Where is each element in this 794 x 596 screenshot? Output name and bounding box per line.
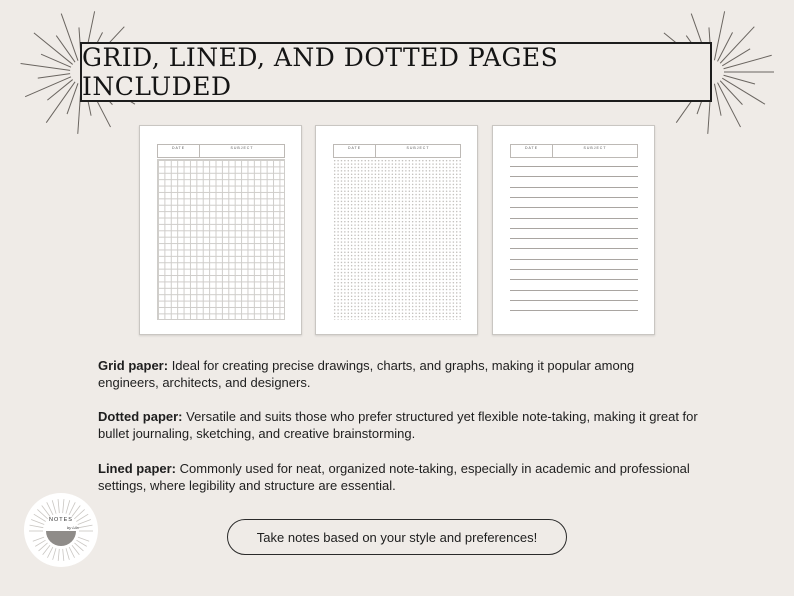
ray-line: [724, 55, 772, 68]
page-title: GRID, LINED, AND DOTTED PAGES INCLUDED: [82, 43, 559, 101]
grid-page-preview: [139, 125, 302, 335]
subject-label: SUBJECT: [230, 146, 254, 150]
logo-ray: [58, 549, 59, 561]
date-label: DATE: [171, 146, 186, 150]
subject-label: SUBJECT: [583, 146, 607, 150]
cta-text: Take notes based on your style and preferences!: [256, 529, 538, 545]
ruled-line: [510, 228, 638, 229]
logo-ray: [76, 540, 86, 546]
grid-area: [157, 159, 285, 320]
lined-text: Commonly used for neat, organized note-taking, especially in academic and professional settings, where legibility and structure are essential.: [98, 461, 690, 493]
ray-line: [724, 75, 755, 84]
logo-subtext: by Lila: [67, 525, 79, 530]
ray-line: [720, 27, 754, 64]
title-banner: [80, 42, 712, 102]
ray-line: [67, 83, 78, 114]
dotted-text: Versatile and suits those who prefer structured yet flexible note-taking, making it great for bullet journaling, sketching, and creative brainstorming.: [98, 409, 698, 441]
dotted-page-preview: [315, 125, 478, 335]
logo-ray: [63, 549, 64, 561]
ruled-line: [510, 218, 638, 219]
grid-description: [98, 357, 698, 391]
ruled-line: [510, 259, 638, 260]
page-header: [510, 144, 638, 158]
ruled-line: [510, 238, 638, 239]
ray-line: [722, 78, 765, 104]
ruled-line: [510, 166, 638, 167]
logo-ray: [53, 548, 56, 560]
ruled-line: [510, 310, 638, 311]
logo-ray: [66, 500, 70, 513]
ruled-line: [510, 187, 638, 188]
ray-line: [722, 49, 750, 66]
dotted-description: [98, 408, 698, 442]
logo-ray: [69, 547, 74, 558]
dot-area: [333, 159, 461, 320]
subject-field: [200, 145, 284, 157]
lined-page-preview: [492, 125, 655, 335]
ray-line: [41, 54, 71, 67]
dotted-label: Dotted paper:: [98, 409, 183, 424]
date-field: [158, 145, 200, 157]
logo-text: NOTES: [49, 517, 73, 523]
logo-ray: [58, 499, 59, 513]
logo-ray: [35, 540, 45, 546]
ray-line: [38, 74, 70, 78]
sunrise-logo-icon: [24, 493, 98, 567]
ruled-line: [510, 176, 638, 177]
ruled-line: [510, 269, 638, 270]
ruled-line: [510, 300, 638, 301]
date-label: DATE: [524, 146, 539, 150]
ruled-line: [510, 290, 638, 291]
ray-line: [720, 81, 742, 105]
logo-ray: [79, 525, 93, 528]
ray-line: [718, 83, 741, 127]
ruled-line: [510, 279, 638, 280]
ray-line: [21, 64, 71, 71]
ruled-line: [510, 197, 638, 198]
date-field: [511, 145, 553, 157]
ruled-line: [510, 248, 638, 249]
grid-text: Ideal for creating precise drawings, charts, and graphs, making it popular among engineers, architects, and designers.: [98, 358, 635, 390]
subject-field: [376, 145, 460, 157]
lines-area: [510, 166, 638, 327]
logo-ray: [30, 525, 44, 528]
page-header: [333, 144, 461, 158]
grid-label: Grid paper:: [98, 358, 169, 373]
ruled-line: [510, 207, 638, 208]
date-label: DATE: [347, 146, 362, 150]
logo-ray: [66, 548, 69, 560]
date-field: [334, 145, 376, 157]
logo-ray: [47, 547, 52, 558]
logo-ray: [63, 499, 64, 513]
logo-ray: [78, 537, 89, 541]
cta-pill: [227, 519, 567, 555]
subject-label: SUBJECT: [406, 146, 430, 150]
logo-ray: [33, 537, 44, 541]
subject-field: [553, 145, 637, 157]
brand-logo: [24, 493, 98, 567]
page-header: [157, 144, 285, 158]
lined-description: [98, 460, 698, 494]
lined-label: Lined paper:: [98, 461, 177, 476]
logo-ray: [52, 500, 56, 513]
ray-line: [714, 11, 724, 60]
